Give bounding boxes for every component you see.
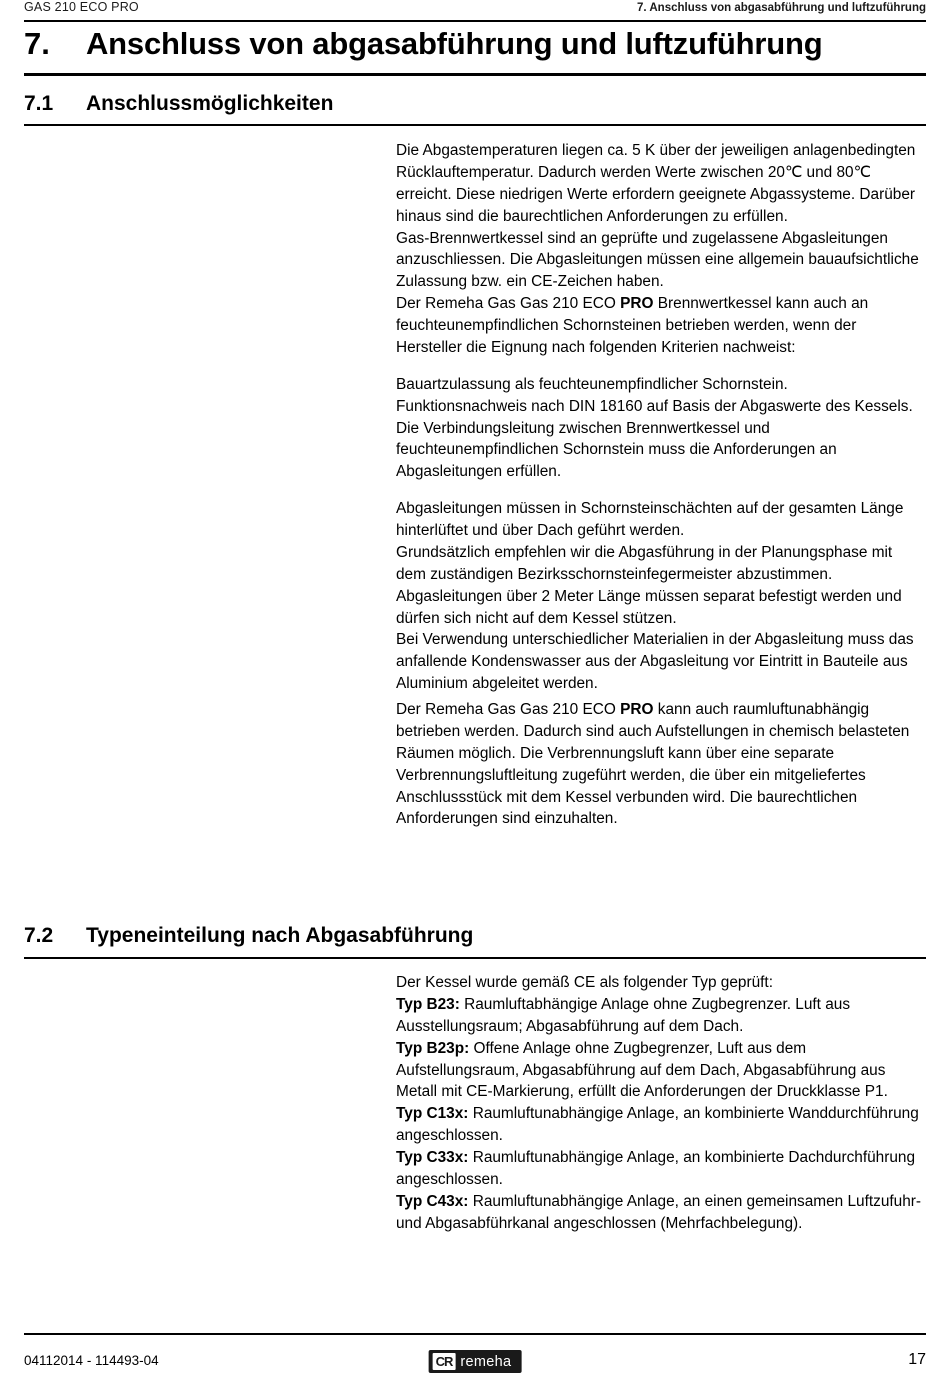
- typ-description: Raumluftunabhängige Anlage, an kombinierte Dachdurchführung angeschlossen.: [396, 1149, 916, 1188]
- chapter-number: 7.: [24, 26, 50, 61]
- typ-description: Raumluftunabhängige Anlage, an kombinierte Wanddurchführung angeschlossen.: [396, 1105, 919, 1145]
- typ-description: Offene Anlage ohne Zugbegrenzer, Luft aus dem Aufstellungsraum, Abgasabführung auf dem Dach, Abgasabführung aus Metall mit CE-Markierung, erfüllt die Anforderungen der Druckklasse P1.: [396, 1039, 888, 1101]
- section-number-7-1: 7.1: [24, 92, 54, 115]
- paragraph-abgastemperaturen: Die Abgastemperaturen liegen ca. 5 K über der jeweiligen anlagenbedingten Rücklauftemperatur. Dadurch werden Werte zwischen 20℃ und 80℃ erreicht. Diese niedrigen Werte erfordern geeignete Abgassysteme. Darüber hinaus sind die baurechtlichen Anforderungen zu erfüllen.: [396, 142, 916, 225]
- list-item-typ-b23: [396, 994, 924, 1038]
- list-item-typ-b23p: [396, 1038, 924, 1104]
- footer-page-number: 17: [908, 1351, 926, 1368]
- typ-description: Raumluftunabhängige Anlage, an einen gemeinsamen Luftzufuhr- und Abgasabführkanal angeschlossen (Mehrfachbelegung).: [396, 1192, 922, 1232]
- paragraph-ce-typ-intro: Der Kessel wurde gemäß CE als folgender Typ geprüft:: [396, 974, 773, 991]
- page-header: [24, 0, 926, 17]
- paragraph-text-post: Brennwertkessel kann auch an feuchteunempfindlichen Schornsteinen betrieben werden, wenn der Hersteller die Eignung nach folgenden Kriterien nachweist:: [396, 295, 869, 356]
- typ-label: Typ B23p:: [396, 1039, 470, 1057]
- paragraph-feuchteunempfindliche-schornsteine: [396, 293, 924, 359]
- section-divider-7-2: [24, 957, 926, 959]
- typ-description: Raumluftabhängige Anlage ohne Zugbegrenzer. Luft aus Ausstellungsraum; Abgasabführung auf dem Dach.: [396, 995, 851, 1035]
- paragraph-brennwertkessel: Gas-Brennwertkessel sind an geprüfte und zugelassene Abgasleitungen anzuschliessen. Die Abgasleitungen müssen eine allgemein bauaufsichtliche Zulassung bzw. ein CE-Zeichen haben.: [396, 229, 919, 291]
- paragraph-bauartzulassung: Bauartzulassung als feuchteunempfindlicher Schornstein.: [396, 375, 788, 393]
- paragraph-schornsteinschaechte: Abgasleitungen müssen in Schornsteinschächten auf der gesamten Länge hinterlüftet und über Dach geführt werden.: [396, 500, 904, 539]
- section-heading-7-2: [24, 924, 926, 948]
- product-suffix-pro: PRO: [620, 701, 654, 718]
- typ-label: Typ C33x:: [396, 1149, 469, 1166]
- header-divider: [24, 20, 926, 22]
- paragraph-funktionsnachweis: Funktionsnachweis nach DIN 18160 auf Basis der Abgaswerte des Kessels. Die Verbindungsleitung zwischen Brennwertkessel und feuchteunempfindlichen Schornstein muss die Anforderungen an Abgasleitungen erfüllen.: [396, 397, 913, 481]
- paragraph-text-pre: Der Remeha Gas Gas 210 ECO: [396, 295, 621, 313]
- section-7-1-body: [396, 140, 924, 830]
- section-divider-7-1: [24, 124, 926, 126]
- list-item-typ-c13x: [396, 1103, 924, 1147]
- paragraph-kondenswasser: Bei Verwendung unterschiedlicher Materialien in der Abgasleitung muss das anfallende Kondenswasser aus der Abgasleitung vor Eintritt in Bauteile aus Aluminium abgeleitet werden.: [396, 631, 914, 693]
- chapter-divider: [24, 73, 926, 76]
- section-title-7-1: Anschlussmöglichkeiten: [86, 92, 334, 115]
- paragraph-raumluftunabhaengig: [396, 699, 924, 830]
- section-title-7-2: Typeneinteilung nach Abgasabführung: [86, 924, 474, 947]
- remeha-logo-text: remeha: [460, 1353, 512, 1370]
- paragraph-text-post: kann auch raumluftunabhängig betrieben werden. Dadurch sind auch Aufstellungen in chemisch belasteten Räumen möglich. Die Verbrennungsluft kann über eine separate Verbrennungsluftleitung zugeführt werden, die über ein mitgeliefertes Anschlussstück mit dem Kessel verbunden wird. Die baurechtlichen Anforderungen sind einzuhalten.: [396, 701, 910, 828]
- typ-label: Typ C43x:: [396, 1192, 469, 1210]
- paragraph-planungsphase: Grundsätzlich empfehlen wir die Abgasführung in der Planungsphase mit dem zuständigen Bezirksschornsteinfegermeister abzustimmen.: [396, 543, 893, 583]
- typ-label: Typ C13x:: [396, 1105, 469, 1123]
- paragraph-text-pre: Der Remeha Gas Gas 210 ECO: [396, 701, 621, 718]
- chapter-heading: [24, 26, 926, 62]
- list-item-typ-c43x: [396, 1191, 924, 1235]
- spacer: [396, 359, 924, 374]
- header-product-name: GAS 210 ECO PRO: [24, 0, 139, 14]
- section-7-2-body: [396, 972, 924, 1235]
- remeha-logo: [429, 1350, 522, 1373]
- spacer: [396, 483, 924, 498]
- footer-document-id: 04112014 - 114493-04: [24, 1352, 159, 1368]
- footer-divider: [24, 1333, 926, 1335]
- typ-label: Typ B23:: [396, 995, 460, 1013]
- paragraph-befestigung: Abgasleitungen über 2 Meter Länge müssen separat befestigt werden und dürfen sich nicht auf dem Kessel stützen.: [396, 587, 902, 627]
- product-suffix-pro: PRO: [620, 295, 654, 313]
- chapter-title: Anschluss von abgasabführung und luftzuführung: [86, 26, 823, 61]
- header-chapter-reference: 7. Anschluss von abgasabführung und luftzuführung: [637, 2, 926, 14]
- list-item-typ-c33x: [396, 1147, 924, 1191]
- remeha-logo-mark-icon: CR: [433, 1353, 456, 1370]
- section-heading-7-1: [24, 92, 926, 116]
- section-number-7-2: 7.2: [24, 924, 54, 947]
